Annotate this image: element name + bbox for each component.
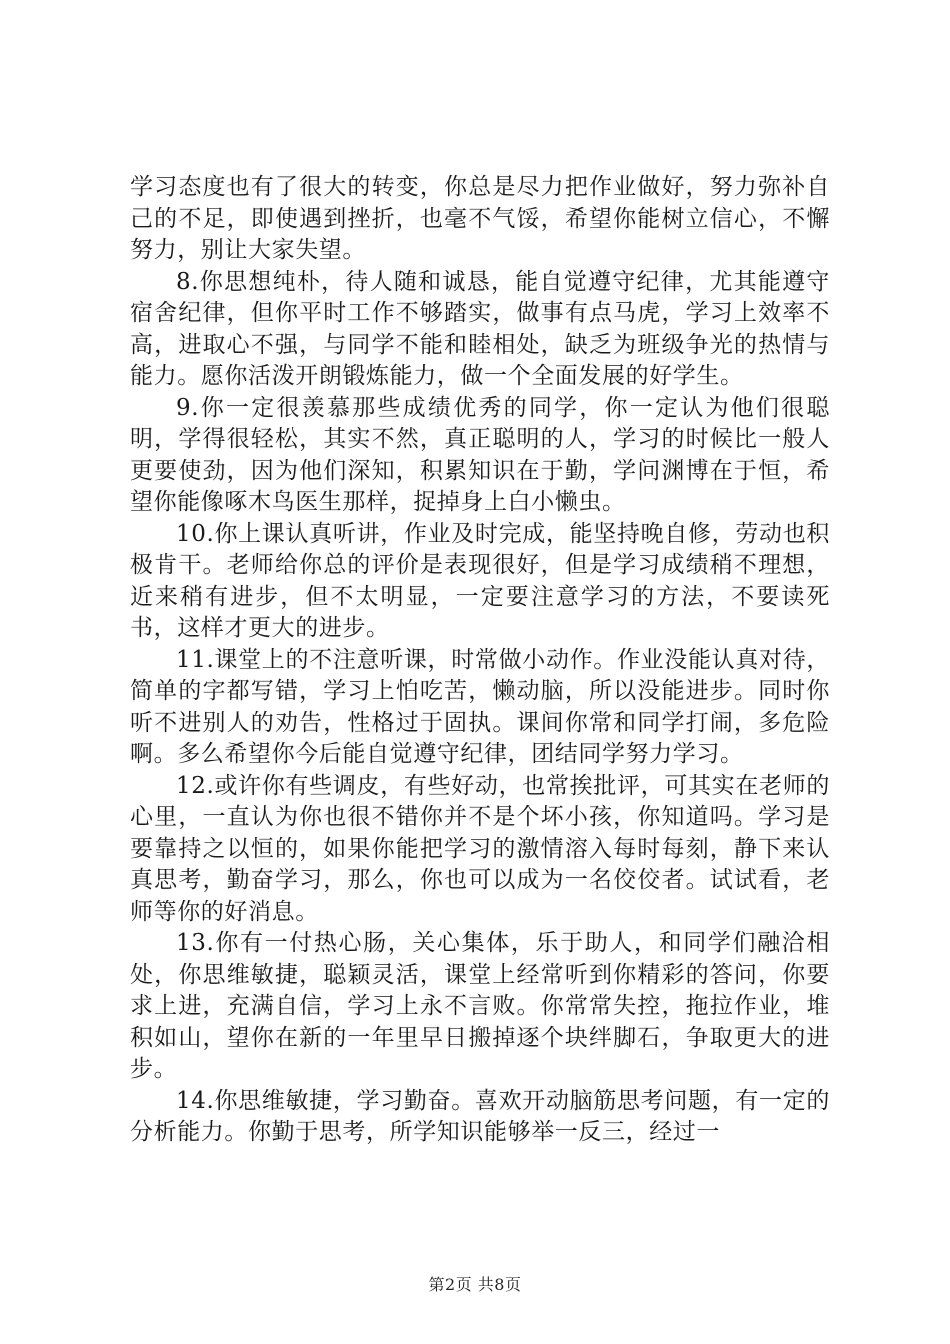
- paragraph-item-14: 14.你思维敏捷，学习勤奋。喜欢开动脑筋思考问题，有一定的分析能力。你勤于思考，所学知识能够举一反三，经过一: [130, 1087, 830, 1145]
- paragraph-item-12: 12.或许你有些调皮，有些好动，也常挨批评，可其实在老师的心里，一直认为你也很不错你并不是个坏小孩，你知道吗。学习是要靠持之以恒的，如果你能把学习的激情溶入每时每刻，静下来认真思考，勤奋学习，那么，你也可以成为一名佼佼者。试试看，老师等你的好消息。: [130, 772, 830, 925]
- paragraph-item-11: 11.课堂上的不注意听课，时常做小动作。作业没能认真对待，简单的字都写错，学习上怕吃苦，懒动脑，所以没能进步。同时你听不进别人的劝告，性格过于固执。课间你常和同学打闹，多危险啊。多么希望你今后能自觉遵守纪律，团结同学努力学习。: [130, 646, 830, 767]
- page-footer: 第2页 共8页: [428, 1275, 522, 1294]
- paragraph-item-10: 10.你上课认真听讲，作业及时完成，能坚持晚自修，劳动也积极肯干。老师给你总的评价是表现很好，但是学习成绩稍不理想，近来稍有进步，但不太明显，一定要注意学习的方法，不要读死书，这样才更大的进步。: [130, 520, 830, 641]
- paragraph-item-8: 8.你思想纯朴，待人随和诚恳，能自觉遵守纪律，尤其能遵守宿舍纪律，但你平时工作不够踏实，做事有点马虎，学习上效率不高，进取心不强，与同学不能和睦相处，缺乏为班级争光的热情与能力。愿你活泼开朗锻炼能力，做一个全面发展的好学生。: [130, 268, 830, 389]
- document-body: [130, 172, 830, 1149]
- paragraph-item-9: 9.你一定很羡慕那些成绩优秀的同学，你一定认为他们很聪明，学得很轻松，其实不然，真正聪明的人，学习的时候比一般人更要使劲，因为他们深知，积累知识在于勤，学问渊博在于恒，希望你能像啄木鸟医生那样，捉掉身上白小懒虫。: [130, 394, 830, 515]
- paragraph-continuation: 学习态度也有了很大的转变，你总是尽力把作业做好，努力弥补自己的不足，即使遇到挫折，也毫不气馁，希望你能树立信心，不懈努力，别让大家失望。: [130, 174, 830, 263]
- paragraph-item-13: 13.你有一付热心肠，关心集体，乐于助人，和同学们融洽相处，你思维敏捷，聪颖灵活，课堂上经常听到你精彩的答问，你要求上进，充满自信，学习上永不言败。你常常失控，拖拉作业，堆积如山，望你在新的一年里早日搬掉逐个块绊脚石，争取更大的进步。: [130, 930, 830, 1082]
